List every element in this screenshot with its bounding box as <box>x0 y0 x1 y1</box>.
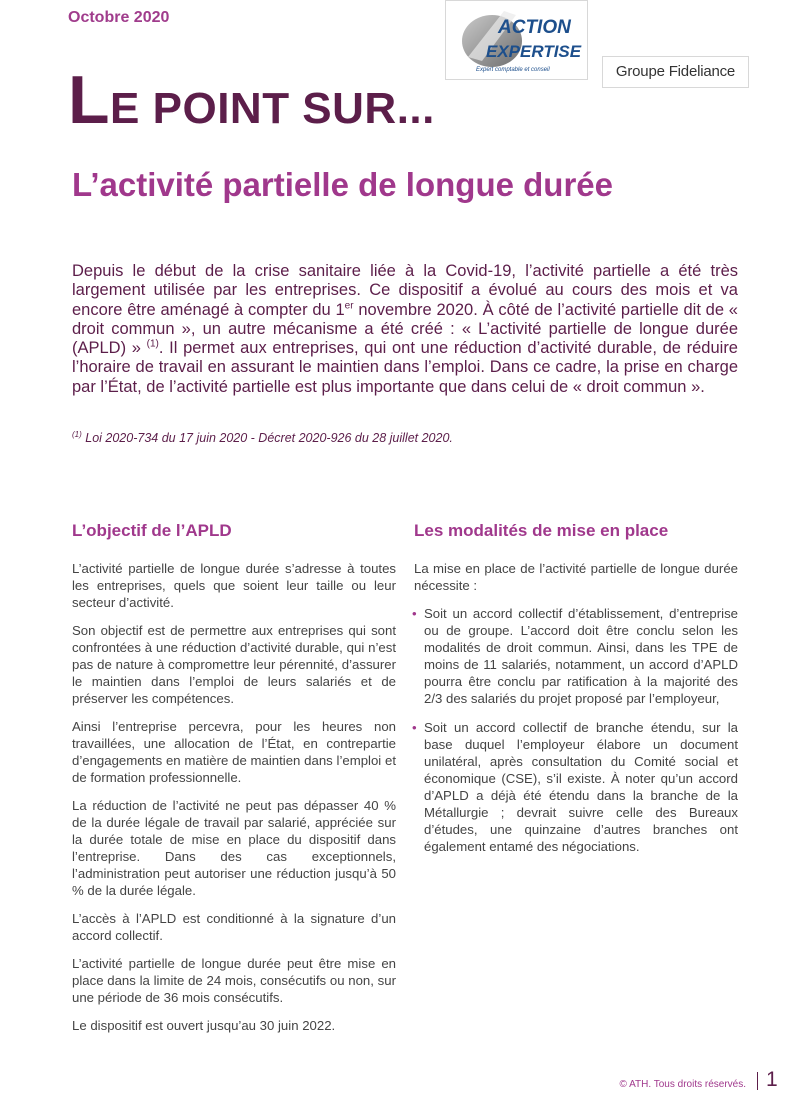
left-paragraph: Ainsi l’entreprise percevra, pour les heures non travaillées, une allocation de l’État, en contrepartie d’engagements en matière de maintien dans l’emploi et de formation professionnelle. <box>72 719 396 785</box>
intro-text-2: novembre 2020. À côté de l’activité partielle dit de « droit commun », un autre mécanisme a été créé : « L’activité partielle de longue durée (APLD) » <box>72 300 738 358</box>
left-paragraph: Le dispositif est ouvert jusqu’au 30 juin 2022. <box>72 1018 336 1033</box>
footnote-text: Loi 2020-734 du 17 juin 2020 - Décret 2020-926 du 28 juillet 2020. <box>81 431 453 446</box>
modalities-list <box>414 605 738 855</box>
action-expertise-logo <box>445 0 588 80</box>
headline-rest: E POINT SUR... <box>110 84 435 133</box>
logo-tagline-text: Expert comptable et conseil <box>476 67 550 73</box>
right-column-heading: Les modalités de mise en place <box>414 521 669 540</box>
intro-text-1: Depuis le début de la crise sanitaire liée à la Covid-19, l’activité partielle a été très largement utilisée par les entreprises. Ce dispositif a évolué au cours des mois et va encore être aménagé à compter du 1 <box>72 262 738 319</box>
groupe-fideliance-logo: Groupe Fideliance <box>602 56 749 88</box>
page-headline <box>68 62 435 138</box>
left-paragraph: L’accès à l’APLD est conditionné à la signature d’un accord collectif. <box>72 911 396 943</box>
left-paragraph: L’activité partielle de longue durée s’adresse à toutes les entreprises, quels que soient leur taille ou leur secteur d’activité. <box>72 561 396 610</box>
list-item: • Soit un accord collectif de branche étendu, sur la base duquel l’employeur élabore un document unilatéral, après consultation du Comité social et économique (CSE), s’il existe. À noter qu’un accord d’APLD a déjà été étendu dans la branche de la Métallurgie ; devrait suivre celle des Bureaux d’études, une quinzaine d’autres branches ont également entamé des négociations. <box>414 719 738 855</box>
left-paragraph: La réduction de l’activité ne peut pas dépasser 40 % de la durée légale de travail par salarié, appréciée sur la durée totale de mise en place du dispositif dans l’entreprise. Dans des cas exceptionnels, l’administration peut autoriser une réduction jusqu’à 50 % de la durée légale. <box>72 798 396 898</box>
logo-action-text: ACTION <box>498 17 571 38</box>
left-paragraph: L’activité partielle de longue durée peut être mise en place dans la limite de 24 mois, consécutifs ou non, sur une période de 36 mois consécutifs. <box>72 956 396 1005</box>
left-column-heading: L’objectif de l’APLD <box>72 521 232 540</box>
logo-expertise-text: EXPERTISE <box>486 42 582 61</box>
intro-text-3: . Il permet aux entreprises, qui ont une réduction d’activité durable, de réduire l’horaire de travail en assurant le maintien dans l’emploi. Dans ce cadre, la prise en charge par l’État, de l’activité partielle est plus importante que dans celui de « droit commun ». <box>72 339 738 396</box>
headline-initial: L <box>68 62 111 138</box>
right-lead-paragraph: La mise en place de l’activité partielle de longue durée nécessite : <box>414 561 738 593</box>
intro-footnote-ref: (1) <box>146 338 159 350</box>
footnote <box>72 430 453 445</box>
list-item: • Soit un accord collectif d’établissement, d’entreprise ou de groupe. L’accord doit être conclu selon les modalités de droit commun. Ainsi, dans les TPE de moins de 11 salariés, notamment, un accord d’APLD pourra être conclu par ratification à la majorité des 2/3 des salariés du projet proposé par l’employeur, <box>414 605 738 707</box>
page-number: 1 <box>766 1068 778 1091</box>
page-subtitle: L’activité partielle de longue durée <box>72 166 613 203</box>
footnote-marker: (1) <box>72 430 82 439</box>
issue-date: Octobre 2020 <box>68 9 170 26</box>
copyright-notice: © ATH. Tous droits réservés. <box>619 1079 746 1090</box>
right-column <box>414 520 738 867</box>
intro-paragraph <box>72 262 738 397</box>
footer-divider <box>757 1072 758 1090</box>
left-column <box>72 520 396 1045</box>
intro-sup-er: er <box>344 300 354 312</box>
left-paragraph: Son objectif est de permettre aux entreprises qui sont confrontées à une réduction d’activité durable, qui n’est pas de nature à compromettre leur pérennité, d’assurer le maintien dans l’emploi de leurs salariés et de préserver les compétences. <box>72 623 396 706</box>
